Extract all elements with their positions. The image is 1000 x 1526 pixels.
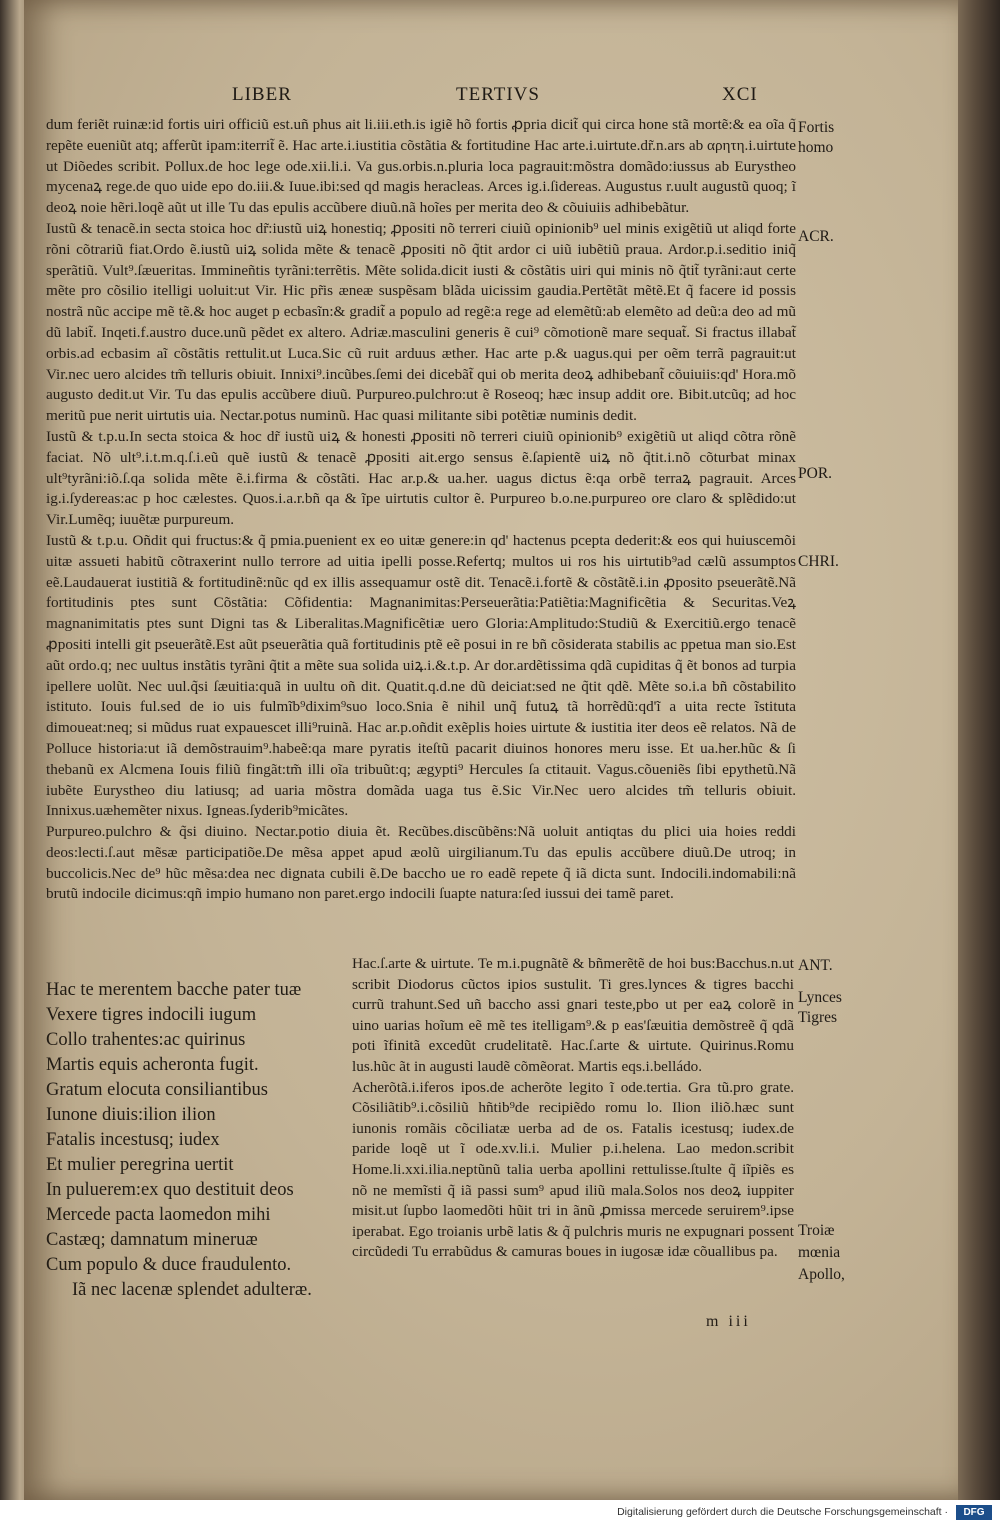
poem-line: In puluerem:ex quo destituit deos: [46, 1180, 294, 1200]
margin-note: POR.: [798, 465, 833, 482]
dfg-logo: DFG: [956, 1505, 992, 1520]
margin-note: ACR.: [798, 228, 834, 245]
funding-notice: Digitalisierung gefördert durch die Deutsche Forschungsgemeinschaft ·: [617, 1506, 948, 1518]
margin-note: CHRI.: [798, 553, 839, 570]
poem-line: Vexere tigres indocili iugum: [46, 1005, 257, 1025]
margin-note: ANT.: [798, 957, 833, 974]
running-header: [0, 84, 1000, 112]
folio-number: XCI: [722, 84, 758, 105]
poem-line: Et mulier peregrina uertit: [46, 1155, 234, 1175]
commentary-paragraph: Iustũ & tenacẽ.in secta stoica hoc dr̃:iustũ uiꝝ honestiq; ꝓpositi nõ terreri ciuiũ opinionib⁹ uel minis exigẽtiũ ut aliqd forte rõni cõtrariũ fiat.Ordo ẽ.iustũ uiꝝ solida mẽte & tenacẽ ꝓpositi nõ q̃tit ardor ci uiũ iubẽtiũ praua. Ardor.p.i.seditio iniq̃ sperãtiũ. Vult⁹.ſæueritas. Immineñtis tyrãni:terrẽtis. Mẽte solida.dicit iusti & cõstãtis uiri qui minis nõ q̃tit̃ tyrãni:aut certe mẽte pro cõsilio itelligi uoluit:ut Vir. Hic pr̃is æneæ suspẽsam blãda uicissim gaudia.Pertẽtãt mẽtẽ.Et q̃ facere id possis nostrã nũc accipe mẽ tẽ.& hoc auget p ecbasĩn:& gradit̃ a populo ad regẽ:a rege ad elemẽtũ:ab elemẽto ad deũ:a deo ad mũ dũ labit̃. Inqeti.f.austro duce.unũ pẽdet ex altero. Adriæ.masculini generis ẽ cui⁹ cõmotionẽ mare sequat̃. Si fractus illabat̃ orbis.ad ecbasim aĩ cõstãtis rettulit.ut Luca.Sic cũ ruit arduus æther. Hac arte p.& uagus.qui per oẽm terrã pagrauit:ut Vir.nec uero alcides tm̃ telluris obiuit. Innixi⁹.incũbes.ſemi dei dicebãt̃ qui ob merita deoꝝ adhibebant̃ cõuiuiis:qd' Hora.mõ augusto dedit.ut Vir. Tu das epulis accũbere diuũ. Purpureo.pulchro:ut ẽ Roseoq; hæc insup addit ore. Bibit.utcũq; ad hoc meritũ pue nerit uirtutis uia. Nectar.potus numinũ. Hac quasi militante sibi potẽtiæ numinis dedit.: [46, 219, 796, 425]
right-page-edge: [958, 0, 1000, 1500]
margin-note: Fortis homo: [798, 119, 835, 156]
commentary-top: [46, 115, 796, 905]
poem-line: Cum populo & duce fraudulento.: [46, 1255, 292, 1275]
commentary-paragraph: Hac.ſ.arte & uirtute. Te m.i.pugnãtẽ & bñmerẽtẽ de hoi bus:Bacchus.n.ut scribit Diodorus cũctos ipios sustulit. Ti gres.lynces & tigres bacchi currũ trahunt.Sed uñ baccho assi gnari teste,pbo ut per eaꝝ colorẽ in uino uarias hoĩum eẽ mẽ tes itelligam⁹.& p eas'ſæuitia demõstreẽ q̃ qdã poti ĩfinitã excedũt crudelitatẽ. Hac.ſ.arte & uirtute. Quirinus.Romu lus.hũc ãt in augusti laudẽ cõmẽorat. Martis eqs.i.belládo.: [352, 955, 794, 1075]
commentary-paragraph: Iustũ & t.p.u.In secta stoica & hoc dr̃ iustũ uiꝝ & honesti ꝓpositi nõ terreri ciuiũ opinionib⁹ exigẽtiũ ut aliqd cõtra rõnẽ faciat. Nõ ult⁹.i.t.m.q.ſ.i.eũ quẽ iustũ & tenacẽ ꝓpositi ait.ergo sensus ẽ.ſapientẽ uiꝝ nõ q̃tit.i.nõ cõturbat minax ult⁹tyrãni:iõ.ſ.qa solida mẽte ẽ.i.firma & cõstãti. Hac ar.p.& ua.her. uagus dictus ẽ:qa orbẽ terraꝝ pagrauit. Arces ig.i.ſydereas:ac p hoc cælestes. Quos.i.a.r.bñ qa & ĩpe uirtutis cultor ẽ. Purpureo b.o.ne.purpureo ore claro & splẽdido:ut Vir.Lumẽq; iuuẽtæ purpureum.: [46, 427, 796, 529]
footer-bar: [0, 1500, 1000, 1526]
poem-line: Iunone diuis:ilion ilion: [46, 1105, 216, 1125]
poem-text: [46, 978, 346, 1303]
signature-mark: m iii: [706, 1313, 751, 1330]
commentary-paragraph: Purpureo.pulchro & q̃si diuino. Nectar.potio diuia ẽt. Recũbes.discũbẽns:Nã uoluit antiqtas du plici uia hoies reddi deos:lecti.ſ.aut mẽsæ participatiõe.De mẽsa appet apud æolũ uirgilianum.Tu das epulis accũbere diuũ.De utroq; in buccolicis.Nec de⁹ hũc mẽsa:dea nec dignata cubili ẽ.De baccho ue ro eadẽ repete q̃ iã dicta sunt. Indocili.indomabili:nã brutũ indocile dicimus:qñ impio humano non paret.ergo indocili ſuapte natura:ſed iussui dei tamẽ paret.: [46, 823, 796, 903]
poem-line: Iã nec lacenæ splendet adulteræ.: [72, 1280, 312, 1300]
header-center: TERTIVS: [456, 84, 540, 105]
poem-line: Castæq; damnatum mineruæ: [46, 1230, 258, 1250]
commentary-paragraph: dum feriẽt ruinæ:id fortis uiri officiũ est.uñ phus ait li.iii.eth.is igiẽ hõ fortis ꝓpria dicit̃ qui circa hone stã mortẽ:& ea oĩa q̃ repẽte eueniũt atq; afferũt ipam:iterrit̃ ẽ. Hac arte.i.iustitia cõstãtia & fortitudine Hac arte.i.uirtute.dr̃.n.ars ab αρητη.i.uirtute ut Diõedes scribit. Pollux.de hoc lege ode.xii.li.i. Va gus.orbis.n.pluria loca pagrauit:mõstra domãdo:iussus ab Eurystheo mycenaꝝ rege.de quo uide epo do.iii.& Iuue.ibi:sed qd magis heracleas. Arces ig.i.ſidereas. Augustus r.uult augustũ quoq; ĩ deoꝝ noie hẽri.loqẽ aũt ut ille Tu das epulis accũbere diuũ.nã hoĩes per merita deo & cõuiuiis adhibebãtur.: [46, 116, 796, 217]
margin-note: Troiæ mœnia Apollo,: [798, 1222, 845, 1283]
commentary-bottom: [352, 954, 794, 1263]
poem-line: Hac te merentem bacche pater tuæ: [46, 980, 302, 1000]
commentary-paragraph: Iustũ & t.p.u. Oñdit qui fructus:& q̃ pmia.puenient ex eo uitæ genere:in qd' hactenus pcepta dederit:& eos qui huiuscemõi uitæ assueti habitũ cõtraxerint nullo terrore ad uitia ipelli posse.Refertq; multos ui ros his uirtutib⁹ad cælũ assumptos eẽ.Laudauerat iustitiã & fortitudinẽ:nũc qd ex illis assequamur ostẽ dit. Tenacẽ.i.fortẽ & cõstãtẽ.i.in ꝓposito pseuerãtẽ.Nã fortitudinis ptes sunt Cõstãtia: Cõfidentia: Magnanimitas:Perseuerãtia:Patiẽtia:Magnificẽtia & Securitas.Veꝝ magnanimitatis ptes sunt Digni tas & Liberalitas.Magnificẽtiæ uero Gloria:Amplitudo:Studiũ & Exercitiũ.ergo tenacẽ ꝓpositi intelli git pseuerãtẽ.Est aũt pseuerãtia quã fortitudinis ptẽ eẽ posui in re bñ cõsiderata stabilis ac ppetua man sio.Est aũt ordo.q; nec uultus instãtis tyrãni q̃tit a mẽte sua solida uiꝝ.i.&.t.p. Ar dor.ardẽtissima qdã cupiditas q̃ ẽt bonos ad turpia ipellere uolũt. Nec uul.q̃si ſæuitia:quã in uultu oñ dit. Quatit.q.d.ne dũ deiciat:sed ne q̃tit qdẽ. Mẽte so.i.a bñ cõstabilito istituto. Iouis ful.sed de io uis fulmĩb⁹dixim⁹suo loco.Snia ẽ nihil unq̃ futuꝝ tã horrẽdũ:qd'ĩ a uita recte ĩstituta dimoueat:neq; si mũdus ruat expauescet illi⁹ruinã. Hac ar.p.oñdit exẽplis hoies uirtute & iustitia iter deos eẽ relatos. Nã de Polluce historia:ut iã demõstrauim⁹.habeẽ:qa mare pyratis iteſtũ pacarit diuinos honores meru isse. Et ua.her.hũc & ſi thebanũ ex Alcmena Iouis filiũ fingãt:tm̃ illi oĩa tribuũt:q; ægypti⁹ Hercules ſa ctitauit. Vagus.cõueniẽs ſibi epythetũ.Nã iubẽte Eurystheo diu latiusq; ad uaria mõstra domãda uaga tus ẽ.Sic Vir.Nec uero alcides tm̃ telluris obiuit. Innixus.uæhemẽter nixus. Igneas.ſyderib⁹micãtes.: [46, 531, 796, 820]
poem-line: Martis equis acheronta fugit.: [46, 1055, 259, 1075]
poem-line: Mercede pacta laomedon mihi: [46, 1205, 271, 1225]
commentary-paragraph: Acherõtã.i.iferos ipos.de acherõte legito ĩ ode.tertia. Gra tũ.pro grate. Cõsiliãtib⁹.i.cõsiliũ hñtib⁹de recipiẽdo romu lo. Ilion iliõ.hæc sunt iunonis romãis cõciliatæ uerba ad de os. Fatalis icestusq; iudex.de paride loqẽ ut ĩ ode.xv.li.i. Mulier p.i.helena. Lao medon.scribit Home.li.xxi.ilia.neptũnũ talia uerba apollini rettulisse.ſtulte q̃ iĩpiẽs es nõ ne memĩsti q̃ iã passi sum⁹ apud iliũ mala.Solos nos deoꝝ iuppiter misit.ut ſupbo laomedõti hũit tri in ãnũ ꝓmissa mercede seruirem⁹.ipse iperabat. Ego troianis urbẽ latis & q̃ pulchris muris ne expugnari possent circũdedi Tu errabũdus & camuras boues in iugosæ idæ cõuallibus pa.: [352, 1078, 794, 1261]
poem-line: Fatalis incestusq; iudex: [46, 1130, 220, 1150]
poem-line: Gratum elocuta consiliantibus: [46, 1080, 268, 1100]
header-left: LIBER: [232, 84, 292, 105]
poem-line: Collo trahentes:ac quirinus: [46, 1030, 246, 1050]
margin-note: Lynces Tigres: [798, 989, 842, 1026]
